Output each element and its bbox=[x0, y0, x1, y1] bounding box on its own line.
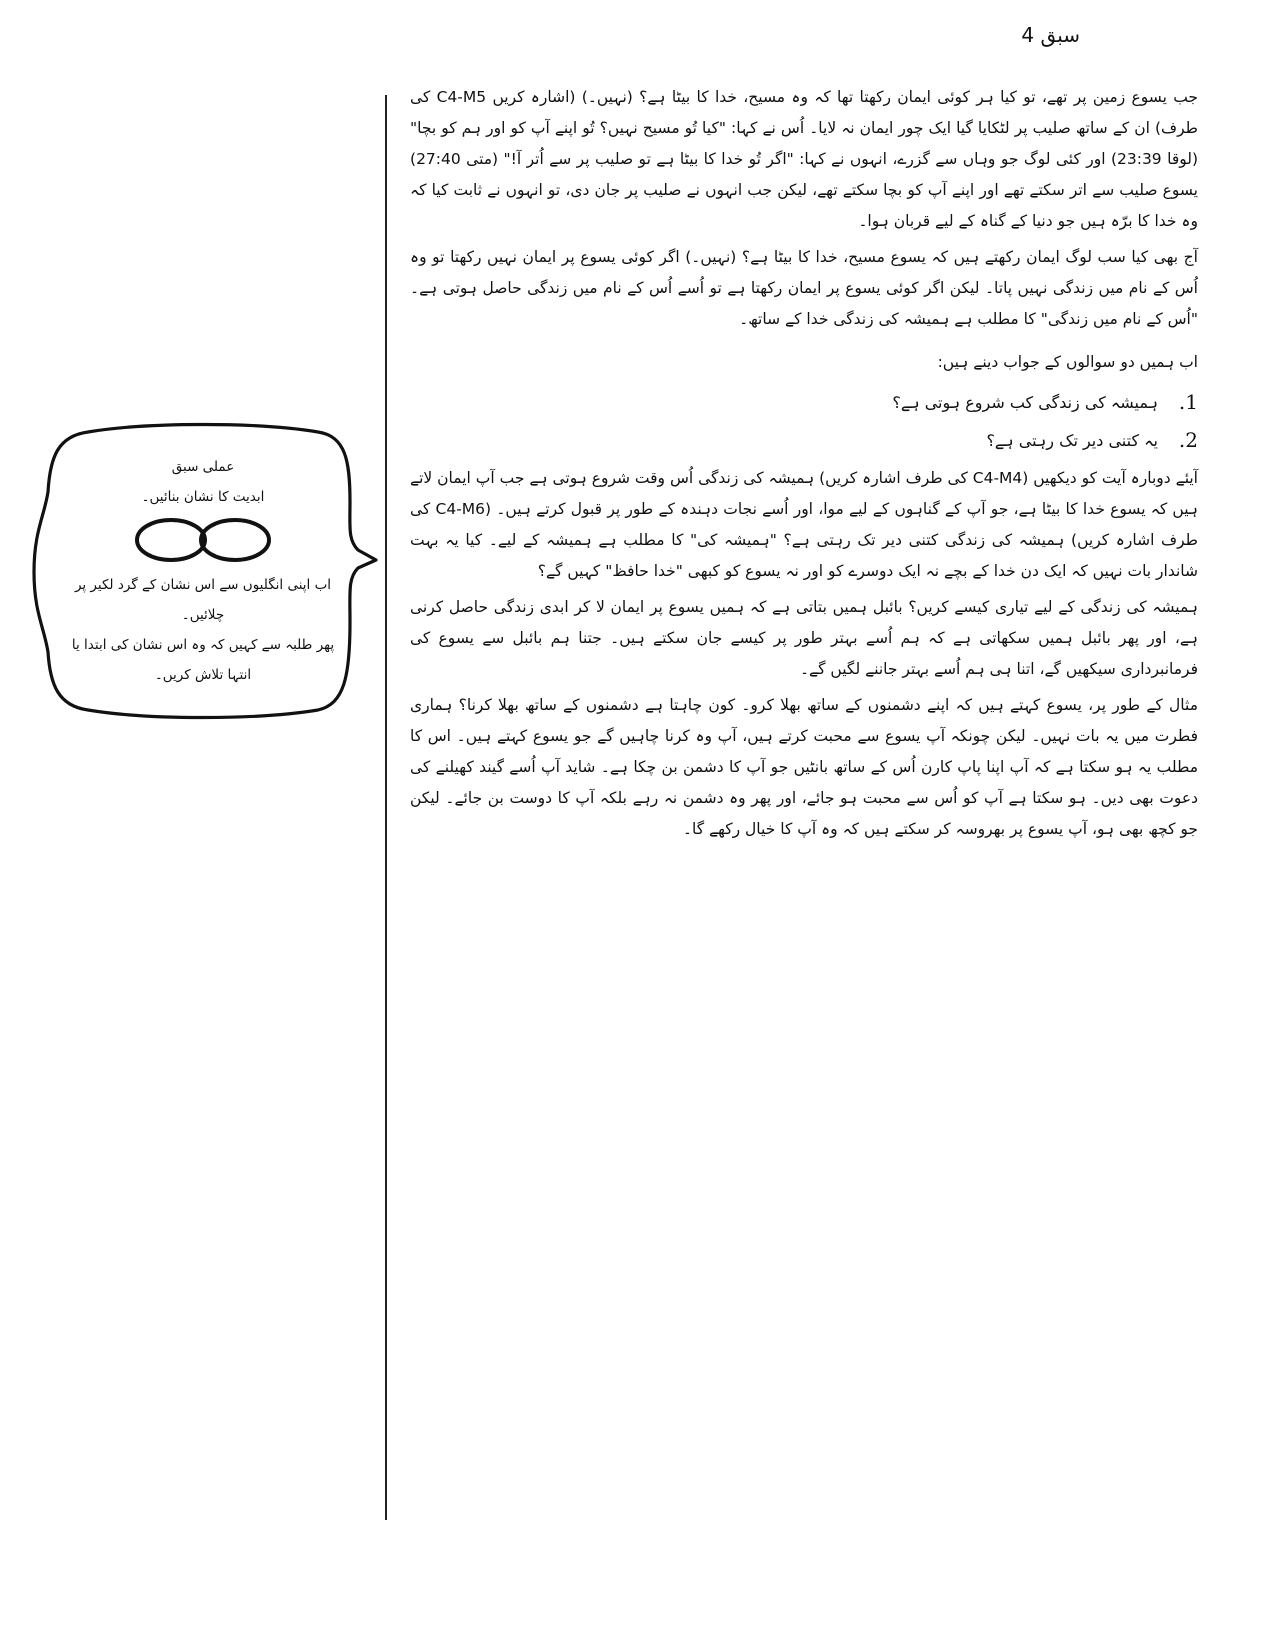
callout-content bbox=[68, 452, 338, 690]
callout-instruction: اب اپنی انگلیوں سے اس نشان کے گرد لکیر پر چلائیں۔ bbox=[74, 577, 332, 623]
callout-title: عملی سبق bbox=[171, 459, 235, 475]
paragraph: مثال کے طور پر، یسوع کہتے ہیں کہ اپنے دشمنوں کے ساتھ بھلا کرو۔ کون چاہتا ہے دشمنوں کے ساتھ بھلا کرنا؟ ہماری فطرت میں یہ بات نہیں۔ لیکن چونکہ آپ یسوع سے محبت کرتے ہیں، آپ وہ کرنا چاہیں گے جو یسوع کہتے ہیں۔ اس کا مطلب یہ ہو سکتا ہے کہ آپ اپنا پاپ کارن اُس کے ساتھ بانٹیں جو آپ کا دشمن بن چکا ہے۔ شاید آپ اُسے گیند کھیلنے کی دعوت بھی دیں۔ ہو سکتا ہے آپ کو اُس سے محبت ہو جائے، اور پھر وہ دشمن نہ رہے بلکہ آپ کا دوست بن جائے۔ لیکن جو کچھ بھی ہو، آپ یسوع پر بھروسہ کر سکتے ہیں کہ وہ آپ کا خیال رکھے گا۔ bbox=[410, 696, 1198, 838]
lesson-number: سبق 4 bbox=[1021, 23, 1080, 47]
question-list bbox=[410, 383, 1198, 459]
question-item bbox=[410, 383, 1198, 421]
questions-intro: اب ہمیں دو سوالوں کے جواب دینے ہیں: bbox=[937, 353, 1198, 371]
column-divider bbox=[385, 95, 387, 1520]
paragraph: جب یسوع زمین پر تھے، تو کیا ہر کوئی ایمان رکھتا تھا کہ وہ مسیح، خدا کا بیٹا ہے؟ (نہیں۔) (اشارہ کریں C4-M5 کی طرف) ان کے ساتھ صلیب پر لٹکایا گیا ایک چور ایمان نہ لایا۔ اُس نے کہا: "کیا تُو مسیح نہیں؟ تُو اپنے آپ کو اور ہم کو بچا" (لوقا 23:39) اور کئی لوگ جو وہاں سے گزرے، انہوں نے کہا: "اگر تُو خدا کا بیٹا ہے تو صلیب پر سے اُتر آ!" (متی 27:40) یسوع صلیب سے اتر سکتے تھے اور اپنے آپ کو بچا سکتے تھے، لیکن جب انہوں نے صلیب پر جان دی، تو انہوں نے ثابت کیا کہ وہ خدا کا برّہ ہیں جو دنیا کے گناہ کے لیے قربان ہوا۔ bbox=[410, 88, 1199, 230]
callout-instruction: ابدیت کا نشان بنائیں۔ bbox=[141, 489, 265, 505]
object-lesson-callout bbox=[28, 422, 380, 720]
question-number: 1. bbox=[1178, 389, 1198, 414]
question-item bbox=[410, 421, 1198, 459]
infinity-icon bbox=[68, 514, 338, 566]
question-number: 2. bbox=[1178, 427, 1198, 452]
callout-instruction: پھر طلبہ سے کہیں کہ وہ اس نشان کی ابتدا یا انتہا تلاش کریں۔ bbox=[71, 637, 335, 683]
question-text: ہمیشہ کی زندگی کب شروع ہوتی ہے؟ bbox=[892, 392, 1158, 412]
lesson-body bbox=[410, 82, 1198, 850]
question-text: یہ کتنی دیر تک رہتی ہے؟ bbox=[986, 430, 1158, 450]
paragraph: آج بھی کیا سب لوگ ایمان رکھتے ہیں کہ یسوع مسیح، خدا کا بیٹا ہے؟ (نہیں۔) اگر کوئی یسوع پر ایمان نہیں رکھتا تو وہ اُس کے نام میں زندگی نہیں پاتا۔ لیکن اگر کوئی یسوع پر ایمان رکھتا ہے تو اُسے اُس کے نام میں زندگی حاصل ہوتی ہے۔ "اُس کے نام میں زندگی" کا مطلب ہے ہمیشہ کی زندگی خدا کے ساتھ۔ bbox=[410, 248, 1198, 328]
paragraph: ہمیشہ کی زندگی کے لیے تیاری کیسے کریں؟ بائبل ہمیں بتاتی ہے کہ ہمیں یسوع پر ایمان لا کر ابدی زندگی حاصل کرنی ہے، اور پھر بائبل ہمیں سکھاتی ہے کہ ہم اُسے بہتر طور پر کیسے جان سکتے ہیں۔ جتنا ہم بائبل سے یسوع کی فرمانبرداری سیکھیں گے، اتنا ہی ہم اُسے بہتر جاننے لگیں گے۔ bbox=[410, 598, 1198, 678]
paragraph: آیئے دوبارہ آیت کو دیکھیں (C4-M4 کی طرف اشارہ کریں) ہمیشہ کی زندگی اُس وقت شروع ہوتی ہے جب آپ ایمان لاتے ہیں کہ یسوع خدا کا بیٹا ہے، جو آپ کے گناہوں کے لیے موا، اور اُسے نجات دہندہ کے طور پر قبول کرتے ہیں۔ (C4-M6 کی طرف اشارہ کریں) ہمیشہ کی زندگی کتنی دیر تک رہتی ہے؟ "ہمیشہ کی" کا مطلب ہے ہمیشہ کے لیے۔ کیا یہ بہت شاندار بات نہیں کہ ایک دن خدا کے بچے نہ ایک دوسرے کو اور نہ یسوع کو کبھی "خدا حافظ" کہیں گے؟ bbox=[410, 469, 1198, 580]
page-header bbox=[1000, 18, 1080, 52]
